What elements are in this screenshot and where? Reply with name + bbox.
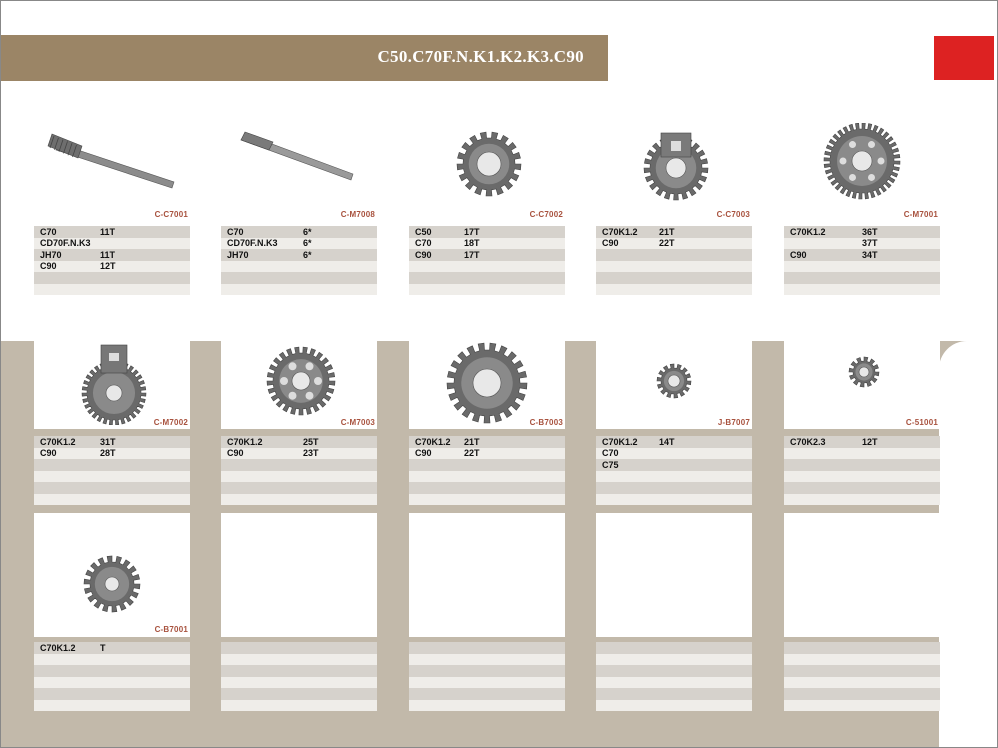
fitment-row (34, 642, 190, 654)
product-card (596, 513, 752, 711)
part-code: C-M7008 (340, 210, 375, 219)
fitment-table (784, 436, 940, 505)
fitment-row (34, 665, 190, 677)
product-photo (409, 513, 565, 637)
shaft-icon (42, 124, 182, 194)
fitment-row (221, 226, 377, 238)
model-name: C70K1.2 (40, 436, 76, 447)
product-photo (34, 119, 190, 223)
dog-gear-icon (631, 123, 721, 203)
product-card (34, 513, 190, 711)
product-photo (221, 513, 377, 637)
product-photo (34, 513, 190, 637)
fitment-table (784, 226, 940, 295)
fitment-table (34, 226, 190, 295)
teeth-count: 11T (100, 226, 116, 237)
fitment-row (34, 261, 190, 273)
product-photo (596, 119, 752, 223)
fitment-row (409, 459, 565, 471)
fitment-row (596, 665, 752, 677)
fitment-row (221, 436, 377, 448)
product-photo (221, 341, 377, 429)
fitment-row (409, 238, 565, 250)
fitment-row (596, 261, 752, 273)
fitment-table (34, 642, 190, 711)
teeth-count: 28T (100, 448, 116, 459)
fitment-row (596, 272, 752, 284)
model-name: C90 (227, 448, 244, 459)
fitment-row (221, 284, 377, 296)
model-name: C70K1.2 (40, 642, 76, 653)
fitment-row (34, 226, 190, 238)
product-photo (784, 513, 940, 637)
fitment-row (409, 677, 565, 689)
fitment-row (409, 471, 565, 483)
model-name: C70K1.2 (790, 226, 826, 237)
fitment-row (34, 654, 190, 666)
part-code: C-B7001 (154, 625, 188, 634)
teeth-count: 6* (303, 238, 312, 249)
fitment-row (784, 642, 940, 654)
fitment-row (34, 471, 190, 483)
fitment-row (409, 654, 565, 666)
fitment-row (409, 665, 565, 677)
teeth-count: 17T (464, 226, 480, 237)
fitment-table (221, 642, 377, 711)
product-photo (409, 119, 565, 223)
fitment-row (596, 494, 752, 506)
small-gear-icon (644, 356, 704, 406)
product-card (784, 341, 940, 505)
fitment-row (34, 677, 190, 689)
fitment-row (596, 284, 752, 296)
fitment-row (409, 482, 565, 494)
fitment-row (596, 448, 752, 460)
teeth-count: 22T (464, 448, 480, 459)
teeth-count: 17T (464, 249, 480, 260)
fitment-row (34, 459, 190, 471)
fitment-row (784, 249, 940, 261)
fitment-row (409, 249, 565, 261)
model-name: C50 (415, 226, 432, 237)
fitment-row (221, 665, 377, 677)
fitment-row (596, 654, 752, 666)
fitment-row (784, 482, 940, 494)
fitment-row (409, 436, 565, 448)
product-card (784, 119, 940, 295)
fitment-row (221, 261, 377, 273)
bevel-gear-icon (437, 341, 537, 425)
product-card (784, 513, 940, 711)
fitment-row (409, 494, 565, 506)
model-name: C90 (790, 249, 807, 260)
fitment-row (221, 272, 377, 284)
fitment-row (34, 272, 190, 284)
teeth-count: 37T (862, 238, 878, 249)
teeth-count: 21T (464, 436, 480, 447)
fitment-row (221, 654, 377, 666)
fitment-row (409, 261, 565, 273)
fitment-row (34, 688, 190, 700)
fitment-row (34, 249, 190, 261)
fitment-row (784, 471, 940, 483)
part-code: C-C7002 (529, 210, 563, 219)
model-name: C90 (415, 249, 432, 260)
fitment-row (784, 436, 940, 448)
fitment-row (221, 688, 377, 700)
fitment-table (221, 436, 377, 505)
fitment-row (596, 436, 752, 448)
fitment-row (596, 677, 752, 689)
fitment-row (596, 642, 752, 654)
part-code: C-M7003 (340, 418, 375, 427)
fitment-row (34, 284, 190, 296)
product-card (34, 119, 190, 295)
product-card (596, 119, 752, 295)
fitment-row (34, 700, 190, 712)
model-name: C70 (227, 226, 244, 237)
product-card (409, 341, 565, 505)
fitment-row (221, 482, 377, 494)
fitment-row (784, 688, 940, 700)
model-name: C70K1.2 (227, 436, 263, 447)
product-card (409, 513, 565, 711)
fitment-row (596, 249, 752, 261)
model-name: CD70F.N.K3 (227, 238, 278, 249)
fitment-row (34, 436, 190, 448)
product-card (221, 513, 377, 711)
fitment-row (409, 272, 565, 284)
product-photo (596, 513, 752, 637)
title-bar (1, 35, 608, 81)
fitment-row (409, 226, 565, 238)
fitment-row (221, 471, 377, 483)
page-right-margin (939, 341, 998, 748)
part-code: C-51001 (905, 418, 938, 427)
model-name: C90 (415, 448, 432, 459)
model-name: JH70 (40, 249, 62, 260)
model-name: C70 (415, 238, 432, 249)
fitment-row (784, 448, 940, 460)
pinion-gear-icon (77, 549, 147, 619)
teeth-count: 23T (303, 448, 319, 459)
large-gear-icon (812, 123, 912, 203)
fitment-table (409, 226, 565, 295)
fitment-table (596, 226, 752, 295)
fitment-table (34, 436, 190, 505)
teeth-count: 12T (862, 436, 878, 447)
fitment-row (784, 261, 940, 273)
fitment-row (596, 471, 752, 483)
tiny-gear-icon (834, 349, 894, 399)
product-photo (784, 119, 940, 223)
teeth-count: 36T (862, 226, 878, 237)
teeth-count: 12T (100, 261, 116, 272)
fitment-row (409, 642, 565, 654)
fitment-row (784, 654, 940, 666)
teeth-count: 25T (303, 436, 319, 447)
teeth-count: 18T (464, 238, 480, 249)
product-photo (221, 119, 377, 223)
fitment-row (784, 459, 940, 471)
teeth-count: 31T (100, 436, 116, 447)
part-code: C-M7001 (903, 210, 938, 219)
model-name: C90 (40, 448, 57, 459)
model-name: C90 (602, 238, 619, 249)
fitment-table (784, 642, 940, 711)
product-card (221, 341, 377, 505)
fitment-row (221, 494, 377, 506)
fitment-table (596, 436, 752, 505)
fitment-row (596, 226, 752, 238)
part-code: C-B7003 (529, 418, 563, 427)
model-name: CD70F.N.K3 (40, 238, 91, 249)
fitment-row (784, 677, 940, 689)
fitment-row (34, 238, 190, 250)
teeth-count: 34T (862, 249, 878, 260)
model-name: C70 (40, 226, 57, 237)
product-photo (596, 341, 752, 429)
model-name: JH70 (227, 249, 249, 260)
product-photo (409, 341, 565, 429)
model-name: C70K1.2 (602, 226, 638, 237)
teeth-count: 6* (303, 226, 312, 237)
fitment-row (221, 238, 377, 250)
teeth-count: 14T (659, 436, 675, 447)
fitment-row (784, 700, 940, 712)
part-code: C-C7001 (154, 210, 188, 219)
teeth-count: 11T (100, 249, 116, 260)
model-name: C90 (40, 261, 57, 272)
product-photo (34, 341, 190, 429)
fitment-row (784, 284, 940, 296)
fitment-row (596, 238, 752, 250)
fitment-row (784, 494, 940, 506)
cluster-gear-icon (69, 341, 159, 425)
fitment-row (221, 700, 377, 712)
fitment-table (409, 642, 565, 711)
product-card (409, 119, 565, 295)
fitment-row (221, 448, 377, 460)
product-card (596, 341, 752, 505)
part-code: J-B7007 (717, 418, 750, 427)
gear-icon (444, 124, 534, 204)
teeth-count: 6* (303, 249, 312, 260)
product-card (221, 119, 377, 295)
fitment-row (221, 677, 377, 689)
part-code: C-M7002 (153, 418, 188, 427)
teeth-count: 21T (659, 226, 675, 237)
teeth-count: 22T (659, 238, 675, 249)
fitment-row (596, 700, 752, 712)
fitment-table (409, 436, 565, 505)
model-name: C70 (602, 448, 619, 459)
fitment-row (784, 238, 940, 250)
splined-shaft-icon (229, 124, 369, 194)
fitment-row (34, 494, 190, 506)
product-card (34, 341, 190, 505)
fitment-table (596, 642, 752, 711)
fitment-row (409, 448, 565, 460)
fitment-row (596, 459, 752, 471)
fitment-row (221, 249, 377, 261)
fitment-row (784, 272, 940, 284)
fitment-row (596, 688, 752, 700)
part-code: C-C7003 (716, 210, 750, 219)
fitment-row (34, 482, 190, 494)
model-name: C70K1.2 (602, 436, 638, 447)
fitment-row (409, 688, 565, 700)
fitment-row (221, 459, 377, 471)
product-photo (784, 341, 940, 429)
model-name: C75 (602, 459, 619, 470)
fitment-row (596, 482, 752, 494)
fitment-row (784, 226, 940, 238)
fitment-row (784, 665, 940, 677)
model-name: C70K2.3 (790, 436, 826, 447)
teeth-count: T (100, 642, 106, 653)
medium-gear-icon (256, 343, 346, 423)
fitment-row (34, 448, 190, 460)
page-title: C50.C70F.N.K1.K2.K3.C90 (377, 47, 584, 66)
model-name: C70K1.2 (415, 436, 451, 447)
fitment-row (409, 284, 565, 296)
fitment-table (221, 226, 377, 295)
fitment-row (221, 642, 377, 654)
fitment-row (409, 700, 565, 712)
section-tab-marker (934, 36, 994, 80)
